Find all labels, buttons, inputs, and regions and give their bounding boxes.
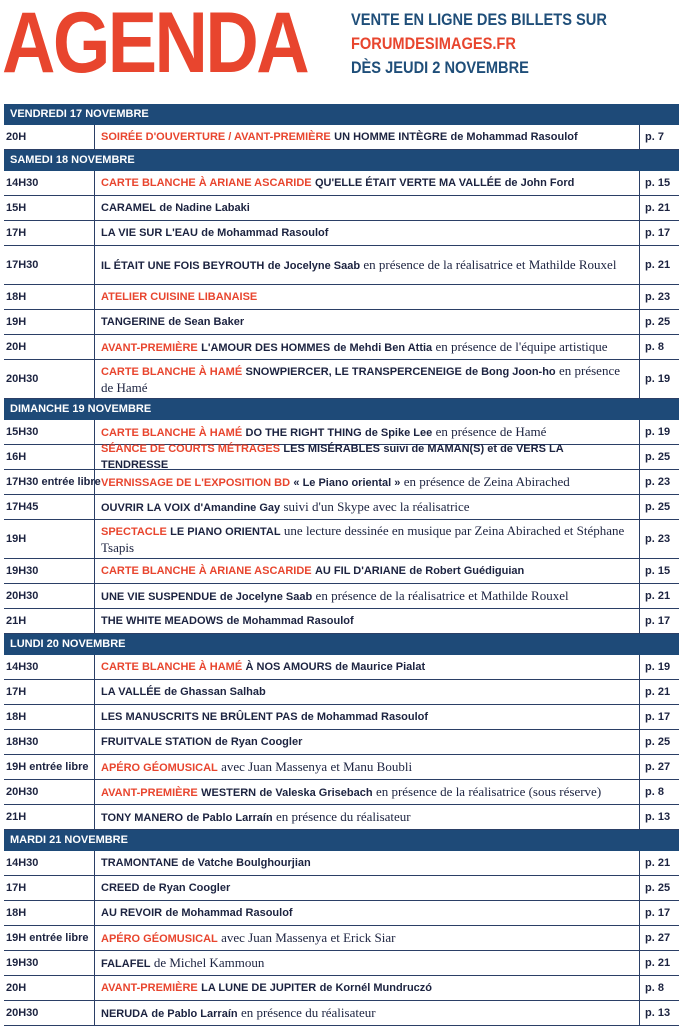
event-time: 20H — [6, 982, 27, 994]
page-reference: p. 25 — [645, 451, 671, 463]
page-reference: p. 21 — [645, 686, 671, 698]
event-note: en présence de Zeina Abirached — [403, 473, 570, 489]
film-director: de Mohammad Rasoulof — [165, 907, 293, 919]
film-title: « Le Piano oriental » — [293, 476, 401, 489]
event-row — [4, 171, 679, 196]
film-director: de Ghassan Salhab — [164, 686, 266, 698]
page-reference: p. 8 — [645, 982, 664, 994]
film-title: THE WHITE MEADOWS — [101, 615, 224, 627]
event-description — [94, 360, 640, 398]
event-note: en présence de Hamé — [435, 423, 547, 439]
event-time: 20H30 — [6, 373, 39, 385]
film-director: de Ryan Coogler — [214, 736, 303, 748]
event-time: 17H30 — [6, 259, 39, 271]
event-time: 19H entrée libre — [6, 761, 89, 773]
film-title: LES MISÉRABLES — [283, 443, 380, 455]
page-reference: p. 15 — [645, 565, 671, 577]
film-director: de Jocelyne Saab — [219, 590, 313, 603]
page-title: AGENDA — [2, 0, 308, 91]
film-title: LE PIANO ORIENTAL — [170, 525, 281, 538]
film-title: WESTERN — [201, 786, 257, 799]
event-row — [4, 520, 679, 559]
film-director: suivi de MAMAN(S) et de VERS LA TENDRESSE — [101, 443, 564, 471]
day-header: VENDREDI 17 NOVEMBRE — [4, 104, 679, 125]
event-row — [4, 584, 679, 609]
film-director: de Pablo Larraín — [186, 811, 273, 824]
event-row — [4, 445, 679, 470]
event-time: 14H30 — [6, 661, 39, 673]
day-header: DIMANCHE 19 NOVEMBRE — [4, 399, 679, 420]
event-row — [4, 901, 679, 926]
event-description — [94, 805, 640, 829]
film-title: FALAFEL — [101, 957, 151, 970]
event-description — [94, 951, 640, 975]
event-row — [4, 360, 679, 399]
page-reference: p. 23 — [645, 476, 671, 488]
page-reference: p. 13 — [645, 811, 671, 823]
event-time: 19H entrée libre — [6, 932, 89, 944]
film-director: de Jocelyne Saab — [267, 259, 361, 272]
film-title: CREED — [101, 882, 140, 894]
event-description — [94, 705, 640, 729]
event-note: en présence du réalisateur — [240, 1004, 376, 1020]
event-note: de Michel Kammoun — [153, 954, 265, 970]
page-reference: p. 21 — [645, 957, 671, 969]
event-time: 16H — [6, 451, 27, 463]
film-director: de Mohammad Rasoulof — [300, 711, 429, 723]
event-category: CARTE BLANCHE À HAMÉ — [101, 365, 243, 378]
event-description — [94, 851, 640, 875]
event-note: en présence de la réalisatrice (sous réserve) — [375, 783, 602, 799]
page-reference: p. 27 — [645, 932, 671, 944]
page-reference: p. 23 — [645, 533, 671, 545]
event-note: en présence de l'équipe artistique — [435, 338, 608, 354]
film-director: de Mohammad Rasoulof — [450, 131, 578, 143]
page-reference: p. 27 — [645, 761, 671, 773]
event-note: en présence du réalisateur — [276, 808, 411, 824]
event-row — [4, 196, 679, 221]
website-link[interactable]: FORUMDESIMAGES.FR — [351, 34, 516, 53]
film-title: TANGERINE — [101, 316, 165, 328]
event-note: en présence de la réalisatrice et Mathilde Rouxel — [315, 587, 569, 603]
event-time: 20H30 — [6, 590, 39, 602]
event-row — [4, 655, 679, 680]
event-time: 18H — [6, 711, 27, 723]
film-title: IL ÉTAIT UNE FOIS BEYROUTH — [101, 259, 265, 272]
event-note: en présence de Hamé — [101, 362, 620, 395]
event-time: 20H — [6, 341, 27, 353]
film-title: LA LUNE DE JUPITER — [201, 982, 317, 994]
event-row — [4, 221, 679, 246]
event-time: 17H — [6, 882, 27, 894]
event-row — [4, 851, 679, 876]
event-description — [94, 125, 640, 149]
event-description — [94, 335, 640, 359]
film-title: LES MANUSCRITS NE BRÛLENT PAS — [101, 711, 298, 723]
film-title: CARAMEL — [101, 202, 156, 214]
day-header: LUNDI 20 NOVEMBRE — [4, 634, 679, 655]
sales-date: DÈS JEUDI 2 NOVEMBRE — [351, 58, 529, 77]
film-director: de Bong Joon-ho — [465, 365, 556, 378]
sales-line: VENTE EN LIGNE DES BILLETS SUR — [351, 10, 607, 29]
event-row — [4, 976, 679, 1001]
event-time: 21H — [6, 811, 27, 823]
page-reference: p. 21 — [645, 590, 671, 602]
event-time: 19H — [6, 533, 27, 545]
page-reference: p. 8 — [645, 341, 664, 353]
event-row — [4, 335, 679, 360]
event-category: APÉRO GÉOMUSICAL — [101, 932, 218, 945]
page-reference: p. 23 — [645, 291, 671, 303]
event-time: 18H — [6, 907, 27, 919]
event-description — [94, 171, 640, 195]
page-reference: p. 19 — [645, 373, 671, 385]
event-description — [94, 520, 640, 558]
event-category: CARTE BLANCHE À ARIANE ASCARIDE — [101, 177, 312, 189]
event-time: 15H30 — [6, 426, 39, 438]
film-director: de Valeska Grisebach — [259, 786, 373, 799]
film-director: de Mohammad Rasoulof — [226, 615, 354, 627]
film-director: de John Ford — [504, 177, 575, 189]
day-header: MARDI 21 NOVEMBRE — [4, 830, 679, 851]
event-row — [4, 755, 679, 780]
page-reference: p. 15 — [645, 177, 671, 189]
event-time: 20H — [6, 131, 27, 143]
page-reference: p. 25 — [645, 501, 671, 513]
event-row — [4, 609, 679, 634]
film-director: de Ryan Coogler — [142, 882, 231, 894]
event-note: une lecture dessinée en musique par Zeina Abirached et Stéphane Tsapis — [101, 522, 625, 555]
event-category: AVANT-PREMIÈRE — [101, 982, 198, 994]
event-time: 18H30 — [6, 736, 39, 748]
film-title: L'AMOUR DES HOMMES — [201, 341, 331, 354]
page-reference: p. 25 — [645, 316, 671, 328]
film-director: de Pablo Larraín — [151, 1007, 238, 1020]
event-row — [4, 285, 679, 310]
event-description — [94, 559, 640, 583]
event-description — [94, 655, 640, 679]
event-time: 20H30 — [6, 786, 39, 798]
event-row — [4, 805, 679, 830]
event-row — [4, 951, 679, 976]
film-title: DO THE RIGHT THING — [245, 426, 362, 439]
event-category: AVANT-PREMIÈRE — [101, 341, 198, 354]
event-description — [94, 445, 640, 469]
event-time: 14H30 — [6, 857, 39, 869]
event-time: 21H — [6, 615, 27, 627]
film-title: AU REVOIR — [101, 907, 163, 919]
film-director: de Kornél Mundruczó — [319, 982, 433, 994]
event-category: SPECTACLE — [101, 525, 167, 538]
film-director: de Nadine Labaki — [159, 202, 250, 214]
event-description — [94, 1001, 640, 1025]
page-reference: p. 25 — [645, 736, 671, 748]
film-title: FRUITVALE STATION — [101, 736, 212, 748]
film-director: d'Amandine Gay — [193, 501, 281, 514]
agenda-table — [4, 104, 679, 1026]
film-title: NERUDA — [101, 1007, 149, 1020]
event-category: SÉANCE DE COURTS MÉTRAGES — [101, 443, 281, 455]
film-title: LA VIE SUR L'EAU — [101, 227, 198, 239]
event-description — [94, 196, 640, 220]
event-category: CARTE BLANCHE À HAMÉ — [101, 661, 243, 673]
event-row — [4, 730, 679, 755]
film-title: À NOS AMOURS — [245, 661, 332, 673]
film-director: de Maurice Pialat — [335, 661, 426, 673]
event-row — [4, 876, 679, 901]
event-time: 17H — [6, 686, 27, 698]
event-category: CARTE BLANCHE À HAMÉ — [101, 426, 243, 439]
event-row — [4, 559, 679, 584]
film-title: OUVRIR LA VOIX — [101, 501, 191, 514]
page-reference: p. 19 — [645, 426, 671, 438]
event-time: 15H — [6, 202, 27, 214]
page-reference: p. 25 — [645, 882, 671, 894]
event-category: ATELIER CUISINE LIBANAISE — [101, 291, 258, 303]
event-description — [94, 495, 640, 519]
event-note: avec Juan Massenya et Erick Siar — [221, 929, 396, 945]
event-time: 18H — [6, 291, 27, 303]
film-title: AU FIL D'ARIANE — [314, 565, 407, 577]
page-reference: p. 13 — [645, 1007, 671, 1019]
event-time: 19H — [6, 316, 27, 328]
page-reference: p. 21 — [645, 857, 671, 869]
film-director: de Spike Lee — [364, 426, 433, 439]
event-time: 20H30 — [6, 1007, 39, 1019]
page-reference: p. 17 — [645, 227, 671, 239]
page-reference: p. 21 — [645, 259, 671, 271]
event-row — [4, 246, 679, 285]
film-title: QU'ELLE ÉTAIT VERTE MA VALLÉE — [314, 177, 502, 189]
film-title: TRAMONTANE — [101, 857, 179, 869]
event-row — [4, 1001, 679, 1026]
event-time: 17H — [6, 227, 27, 239]
event-row — [4, 125, 679, 150]
event-category: SOIRÉE D'OUVERTURE / AVANT-PREMIÈRE — [101, 131, 331, 143]
film-title: SNOWPIERCER, LE TRANSPERCENEIGE — [245, 365, 462, 378]
event-description — [94, 680, 640, 704]
event-description — [94, 876, 640, 900]
event-description — [94, 584, 640, 608]
page-reference: p. 19 — [645, 661, 671, 673]
event-time: 19H30 — [6, 565, 39, 577]
event-category: AVANT-PREMIÈRE — [101, 786, 198, 799]
header — [0, 0, 683, 100]
ticket-sales-info — [351, 8, 607, 80]
film-title: UNE VIE SUSPENDUE — [101, 590, 217, 603]
event-description — [94, 221, 640, 245]
event-description — [94, 926, 640, 950]
film-director: de Mohammad Rasoulof — [201, 227, 329, 239]
event-row — [4, 780, 679, 805]
event-description — [94, 901, 640, 925]
event-description — [94, 976, 640, 1000]
page-reference: p. 17 — [645, 907, 671, 919]
page-reference: p. 17 — [645, 711, 671, 723]
day-header: SAMEDI 18 NOVEMBRE — [4, 150, 679, 171]
page-reference: p. 21 — [645, 202, 671, 214]
event-row — [4, 470, 679, 495]
event-description — [94, 246, 640, 284]
event-description — [94, 285, 640, 309]
film-director: de Mehdi Ben Attia — [333, 341, 433, 354]
event-description — [94, 755, 640, 779]
event-time: 14H30 — [6, 177, 39, 189]
film-title: UN HOMME INTÈGRE — [334, 131, 448, 143]
event-time: 19H30 — [6, 957, 39, 969]
film-director: de Vatche Boulghourjian — [181, 857, 311, 869]
event-description — [94, 310, 640, 334]
event-category: APÉRO GÉOMUSICAL — [101, 761, 218, 774]
event-description — [94, 780, 640, 804]
event-row — [4, 310, 679, 335]
event-time: 17H45 — [6, 501, 39, 513]
film-title: TONY MANERO — [101, 811, 184, 824]
film-director: de Robert Guédiguian — [409, 565, 525, 577]
event-row — [4, 680, 679, 705]
event-note: suivi d'un Skype avec la réalisatrice — [283, 498, 470, 514]
event-description — [94, 609, 640, 633]
event-row — [4, 705, 679, 730]
event-description — [94, 470, 640, 494]
event-note: en présence de la réalisatrice et Mathilde Rouxel — [363, 256, 617, 272]
event-row — [4, 495, 679, 520]
event-category: CARTE BLANCHE À ARIANE ASCARIDE — [101, 565, 312, 577]
film-director: de Sean Baker — [168, 316, 245, 328]
page-reference: p. 17 — [645, 615, 671, 627]
event-row — [4, 926, 679, 951]
event-category: VERNISSAGE DE L'EXPOSITION BD — [101, 476, 291, 489]
event-time: 17H30 entrée libre — [6, 476, 101, 488]
event-note: avec Juan Massenya et Manu Boubli — [221, 758, 413, 774]
event-description — [94, 730, 640, 754]
film-title: LA VALLÉE — [101, 686, 161, 698]
page-reference: p. 7 — [645, 131, 664, 143]
page-reference: p. 8 — [645, 786, 664, 798]
